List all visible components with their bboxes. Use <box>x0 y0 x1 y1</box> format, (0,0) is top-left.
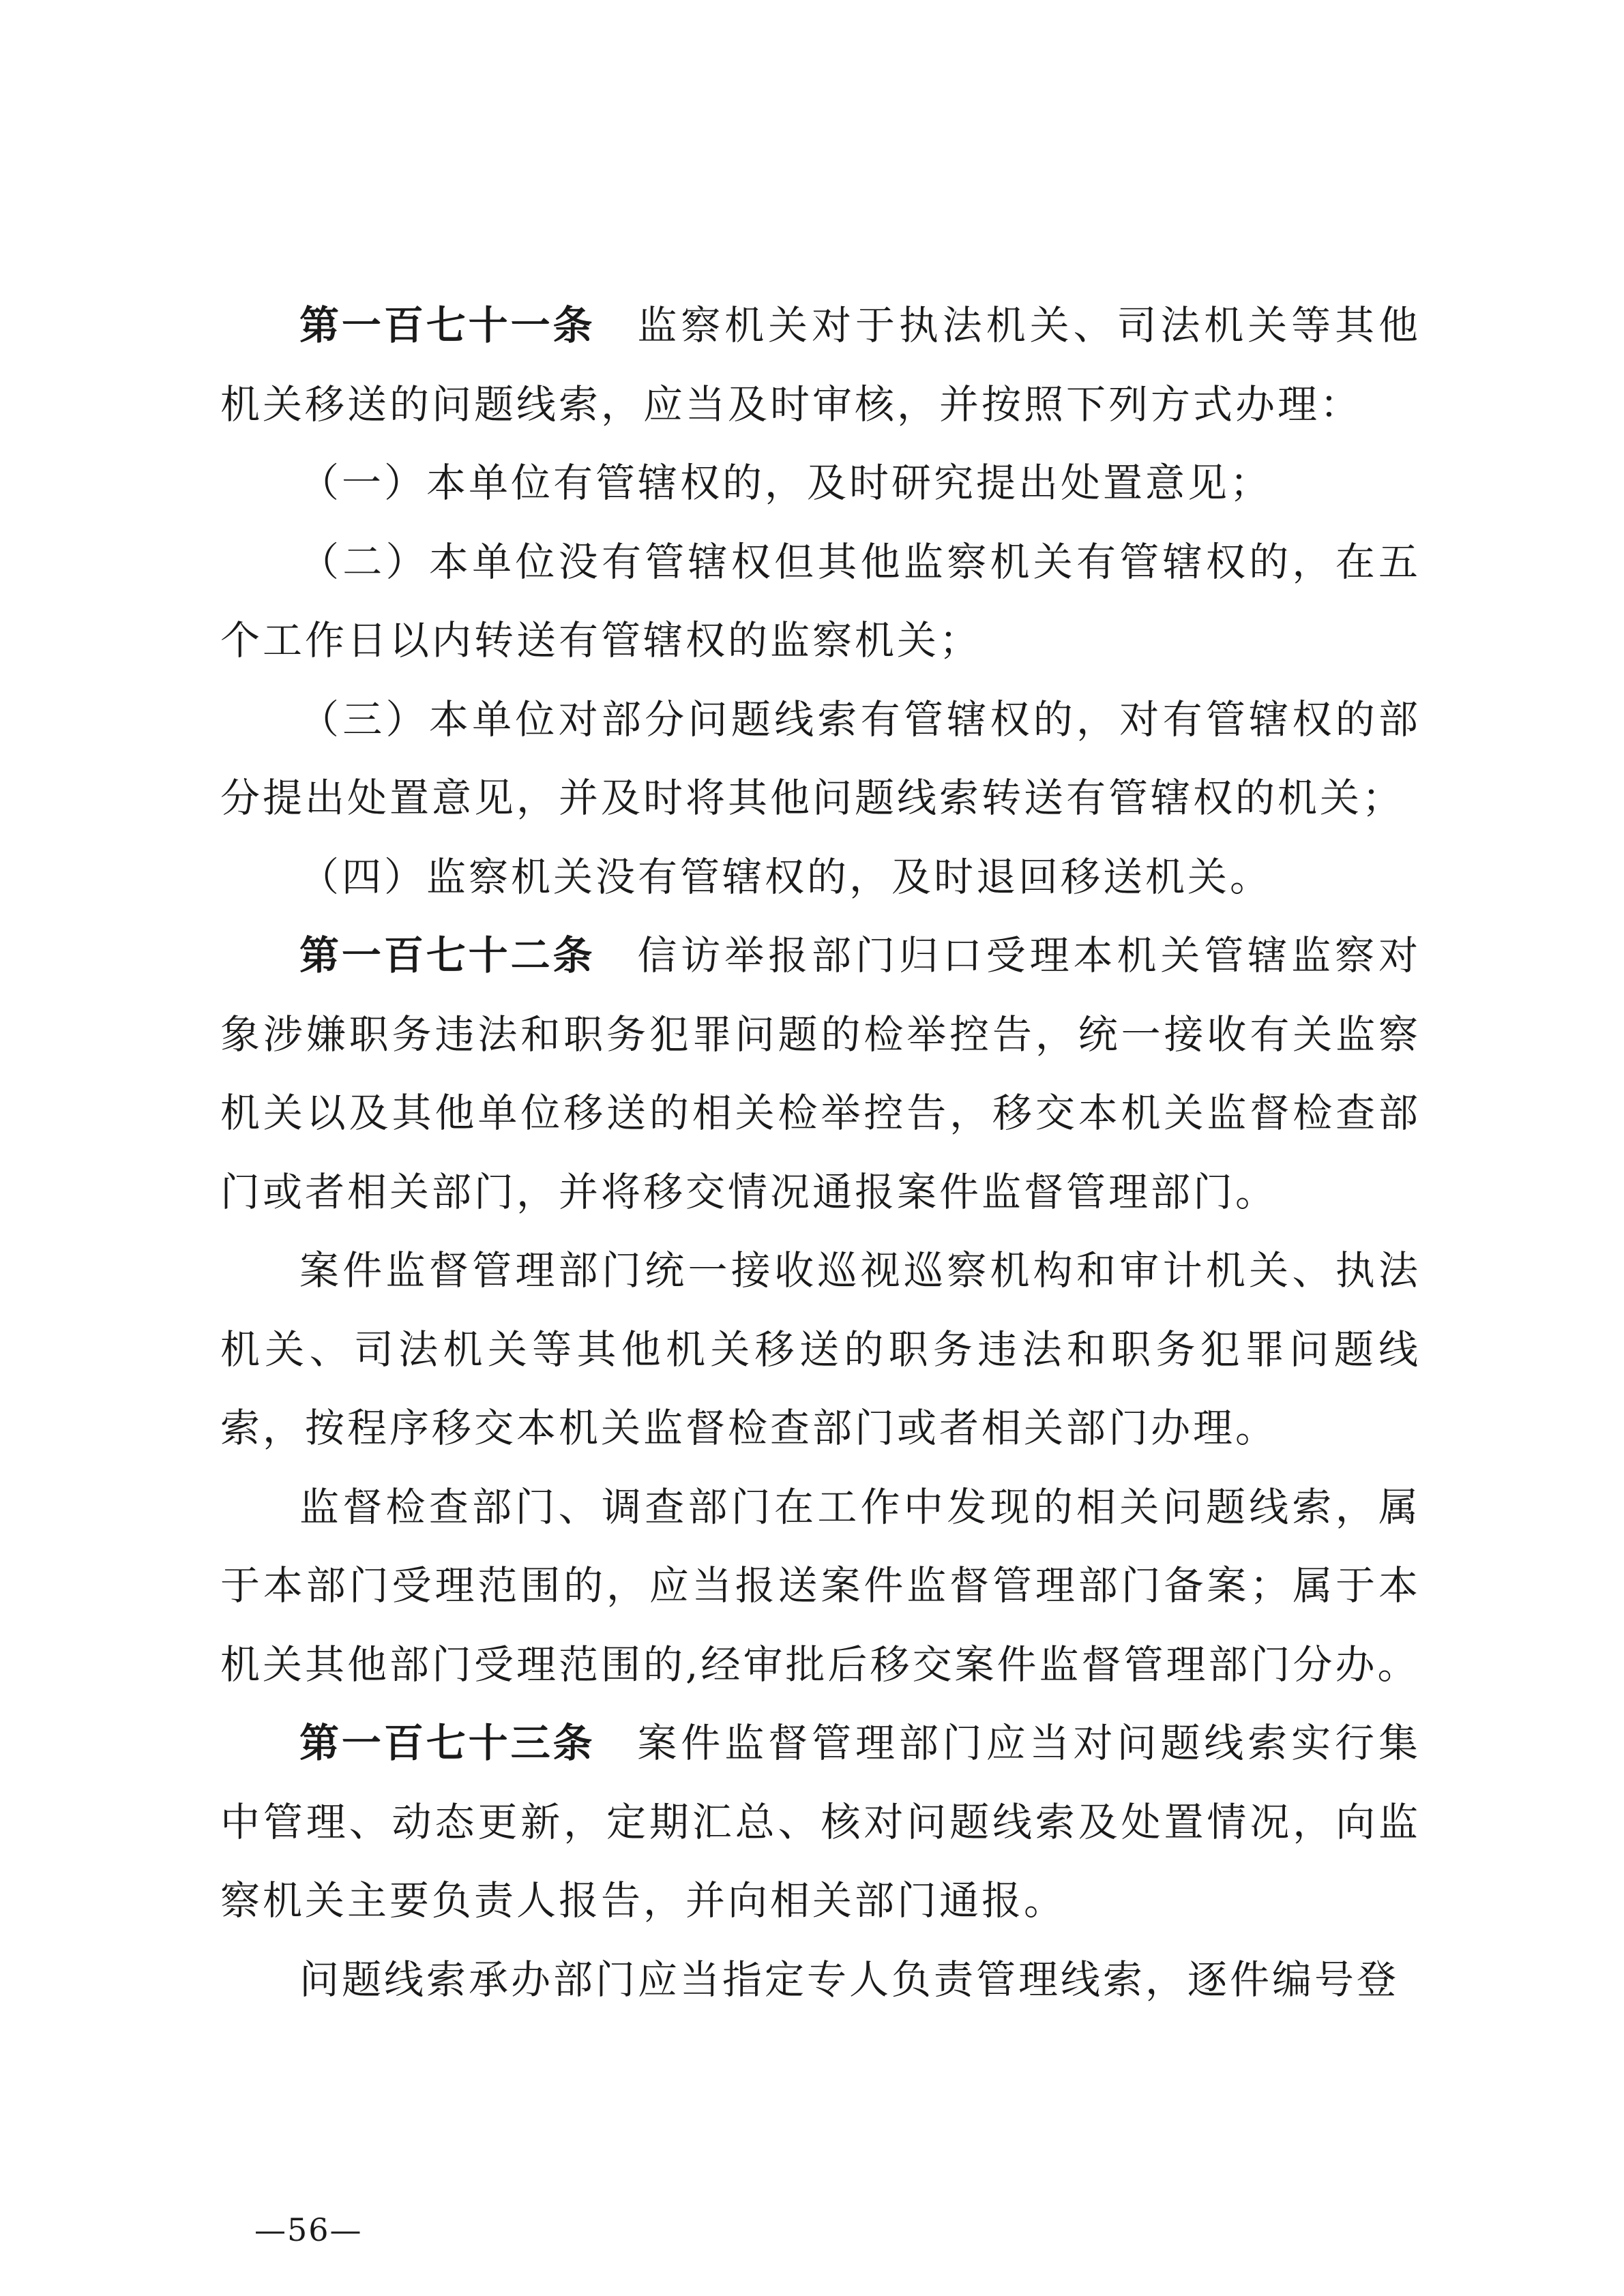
paragraph-2 <box>220 444 1421 523</box>
paragraph-text: 案件监督管理部门应当对问题线索实行集中管理、动态更新，定期汇总、核对问题线索及处置情况，向监察机关主要负责人报告，并向相关部门通报。 <box>220 1720 1421 1924</box>
paragraph-7 <box>220 1232 1421 1468</box>
paragraph-text: （一）本单位有管辖权的，及时研究提出处置意见； <box>299 460 1273 506</box>
paragraph-8 <box>220 1468 1421 1705</box>
paragraph-text: 监察机关对于执法机关、司法机关等其他机关移送的问题线索，应当及时审核，并按照下列方式办理： <box>220 302 1421 428</box>
paragraph-5 <box>220 838 1421 917</box>
paragraph-text: 监督检查部门、调查部门在工作中发现的相关问题线索，属于本部门受理范围的，应当报送案件监督管理部门备案；属于本机关其他部门受理范围的,经审批后移交案件监督管理部门分办。 <box>220 1483 1421 1688</box>
document-body <box>220 286 1421 2019</box>
page-number: —56— <box>254 2211 363 2248</box>
paragraph-text: 案件监督管理部门统一接收巡视巡察机构和审计机关、执法机关、司法机关等其他机关移送的职务违法和职务犯罪问题线索，按程序移交本机关监督检查部门或者相关部门办理。 <box>220 1247 1421 1451</box>
article-number: 第一百七十一条 <box>299 302 595 348</box>
paragraph-10 <box>220 1941 1421 2020</box>
article-number: 第一百七十二条 <box>299 932 595 979</box>
paragraph-4 <box>220 681 1421 838</box>
paragraph-text: 问题线索承办部门应当指定专人负责管理线索，逐件编号登 <box>299 1956 1400 2003</box>
paragraph-text: （二）本单位没有管辖权但其他监察机关有管辖权的，在五个工作日以内转送有管辖权的监察机关； <box>220 538 1421 664</box>
paragraph-text: 信访举报部门归口受理本机关管辖监察对象涉嫌职务违法和职务犯罪问题的检举控告，统一接收有关监察机关以及其他单位移送的相关检举控告，移交本机关监督检查部门或者相关部门，并将移交情况通报案件监督管理部门。 <box>220 932 1421 1215</box>
paragraph-1 <box>220 286 1421 444</box>
paragraph-9 <box>220 1704 1421 1941</box>
paragraph-6 <box>220 916 1421 1232</box>
article-number: 第一百七十三条 <box>299 1720 595 1766</box>
paragraph-3 <box>220 523 1421 681</box>
paragraph-text: （四）监察机关没有管辖权的，及时退回移送机关。 <box>299 853 1273 900</box>
paragraph-text: （三）本单位对部分问题线索有管辖权的，对有管辖权的部分提出处置意见，并及时将其他问题线索转送有管辖权的机关； <box>220 696 1421 821</box>
